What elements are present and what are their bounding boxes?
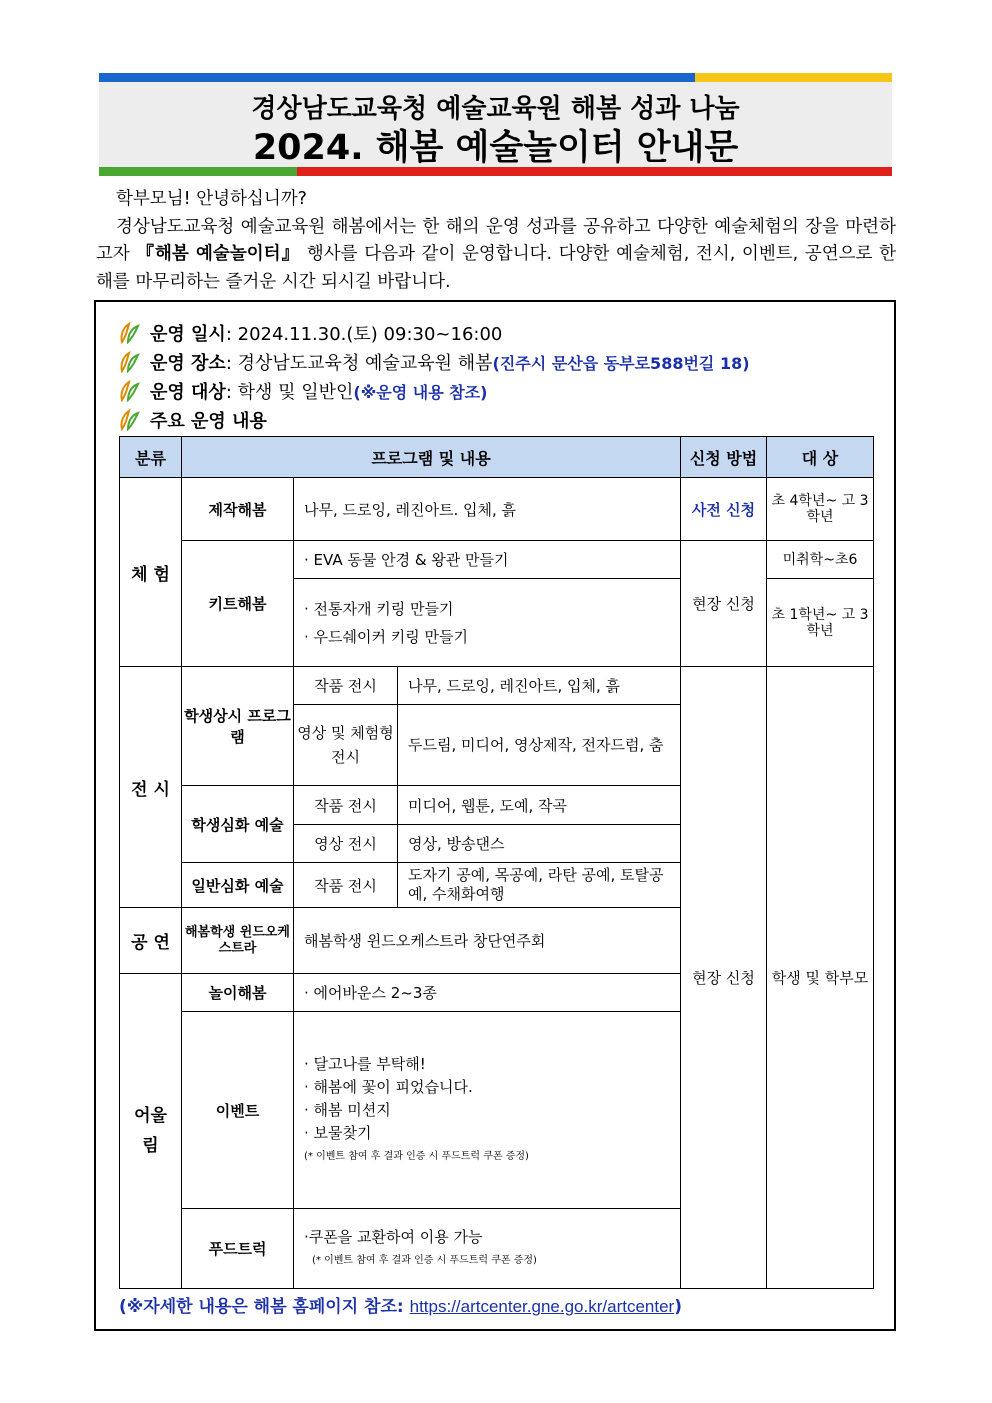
exhibit-content: 두드림, 미디어, 영상제작, 전자드럼, 춤 — [398, 705, 681, 786]
sub-play: 놀이해봄 — [182, 974, 294, 1012]
kit-target-1: 미취학~초6 — [767, 541, 874, 579]
header-stripe-yellow — [695, 73, 892, 82]
exhibit-type: 작품 전시 — [294, 667, 398, 705]
program-table — [119, 436, 874, 1289]
sub-making: 제작해봄 — [182, 478, 294, 541]
exhibit-content: 나무, 드로잉, 레진아트, 입체, 흙 — [398, 667, 681, 705]
sub-general-advanced: 일반심화 예술 — [182, 863, 294, 908]
leaf-icon — [118, 351, 140, 373]
table-row — [120, 667, 874, 705]
intro-body — [96, 214, 896, 297]
food-content — [294, 1209, 681, 1289]
food-item: ·쿠폰을 교환하여 이용 가능 — [304, 1227, 483, 1246]
target-value: : 학생 및 일반인 — [225, 382, 354, 403]
footer-post: ) — [674, 1297, 682, 1317]
table-header-row — [120, 437, 874, 478]
target-label: 운영 대상 — [150, 382, 226, 403]
food-note: (* 이벤트 참여 후 결과 인증 시 푸드트럭 쿠폰 증정) — [312, 1254, 537, 1266]
info-date — [118, 320, 502, 346]
category-perform: 공 연 — [120, 908, 182, 974]
exhibit-content: 미디어, 웹툰, 도예, 작곡 — [398, 786, 681, 825]
target-note: (※운영 내용 참조) — [353, 382, 488, 402]
category-exhibit: 전 시 — [120, 667, 182, 908]
event-content — [294, 1012, 681, 1209]
place-label: 운영 장소 — [150, 353, 226, 374]
intro-body-pre: 경상남도교육청 예술교육원 해봄에서는 한 해의 운영 성과를 공유하고 다양한 예술체험의 장을 마련하고자 — [96, 216, 896, 264]
event-note: (* 이벤트 참여 후 결과 인증 시 푸드트럭 쿠폰 증정) — [304, 1150, 529, 1162]
header-stripe-blue — [99, 73, 695, 82]
sub-event: 이벤트 — [182, 1012, 294, 1209]
exhibit-content: 도자기 공예, 목공예, 라탄 공예, 토탈공예, 수채화여행 — [398, 863, 681, 908]
table-row — [120, 478, 874, 541]
sub-orchestra: 해봄학생 윈드오케스트라 — [182, 908, 294, 974]
footer-note — [119, 1292, 682, 1317]
sub-foodtruck: 푸드트럭 — [182, 1209, 294, 1289]
date-label: 운영 일시 — [150, 324, 226, 345]
event-name: 『해봄 예술놀이터』 — [136, 244, 301, 264]
sub-kit: 키트해봄 — [182, 541, 294, 667]
intro-greeting: 학부모님! 안녕하십니까? — [116, 189, 307, 209]
table-row — [120, 541, 874, 579]
info-content — [118, 407, 267, 433]
exhibit-type: 영상 전시 — [294, 825, 398, 863]
intro — [96, 186, 896, 296]
exhibit-type: 작품 전시 — [294, 863, 398, 908]
header-title-line1: 경상남도교육청 예술교육원 해봄 성과 나눔 — [251, 94, 740, 124]
kit-content-1: · EVA 동물 안경 & 왕관 만들기 — [294, 541, 681, 579]
header-apply: 신청 방법 — [681, 437, 767, 478]
category-experience: 체 험 — [120, 478, 182, 667]
content-label: 주요 운영 내용 — [150, 411, 267, 432]
header-category: 분류 — [120, 437, 182, 478]
exhibit-content: 영상, 방송댄스 — [398, 825, 681, 863]
homepage-link[interactable]: https://artcenter.gne.go.kr/artcenter — [409, 1297, 675, 1316]
perform-content: 해봄학생 윈드오케스트라 창단연주회 — [294, 908, 681, 974]
making-target: 초 4학년~ 고 3학년 — [767, 478, 874, 541]
event-item: · 해봄 미션지 — [304, 1100, 391, 1119]
date-value: : 2024.11.30.(토) 09:30~16:00 — [225, 324, 503, 345]
sub-student-regular: 학생상시 프로그램 — [182, 667, 294, 786]
place-note: (진주시 문산읍 동부로588번길 18) — [492, 353, 750, 373]
header-title-line2: 2024. 해봄 예술놀이터 안내문 — [252, 128, 739, 168]
kit-content-2 — [294, 579, 681, 667]
common-target: 학생 및 학부모 — [767, 667, 874, 1289]
kit-target-2: 초 1학년~ 고 3학년 — [767, 579, 874, 667]
event-item: · 달고나를 부탁해! — [304, 1054, 426, 1073]
event-item: · 해봄에 꽃이 피었습니다. — [304, 1077, 473, 1096]
making-content: 나무, 드로잉, 레진아트. 입체, 흙 — [294, 478, 681, 541]
kit-item: · 우드쉐이커 키링 만들기 — [304, 627, 468, 646]
sub-student-advanced: 학생심화 예술 — [182, 786, 294, 863]
apply-advance: 사전 신청 — [681, 478, 767, 541]
info-place — [118, 349, 750, 375]
header-target: 대 상 — [767, 437, 874, 478]
exhibit-type: 영상 및 체험형 전시 — [294, 705, 398, 786]
apply-onsite-common: 현장 신청 — [681, 667, 767, 1289]
play-content: · 에어바운스 2~3종 — [294, 974, 681, 1012]
event-item: · 보물찾기 — [304, 1123, 372, 1142]
leaf-icon — [118, 322, 140, 344]
footer-pre: (※자세한 내용은 해봄 홈페이지 참조: — [119, 1297, 410, 1317]
place-value: : 경상남도교육청 예술교육원 해봄 — [225, 353, 493, 374]
exhibit-type: 작품 전시 — [294, 786, 398, 825]
apply-onsite-kit: 현장 신청 — [681, 541, 767, 667]
intro-body-post: 행사를 다음과 같이 운영합니다. 다양한 예술체험, 전시, 이벤트, 공연으로 한 해를 마무리하는 즐거운 시간 되시길 바랍니다. — [96, 244, 897, 292]
leaf-icon — [118, 409, 140, 431]
leaf-icon — [118, 380, 140, 402]
header-program: 프로그램 및 내용 — [182, 437, 681, 478]
kit-item: · 전통자개 키링 만들기 — [304, 599, 454, 618]
category-together: 어울림 — [120, 974, 182, 1289]
info-target — [118, 378, 487, 404]
